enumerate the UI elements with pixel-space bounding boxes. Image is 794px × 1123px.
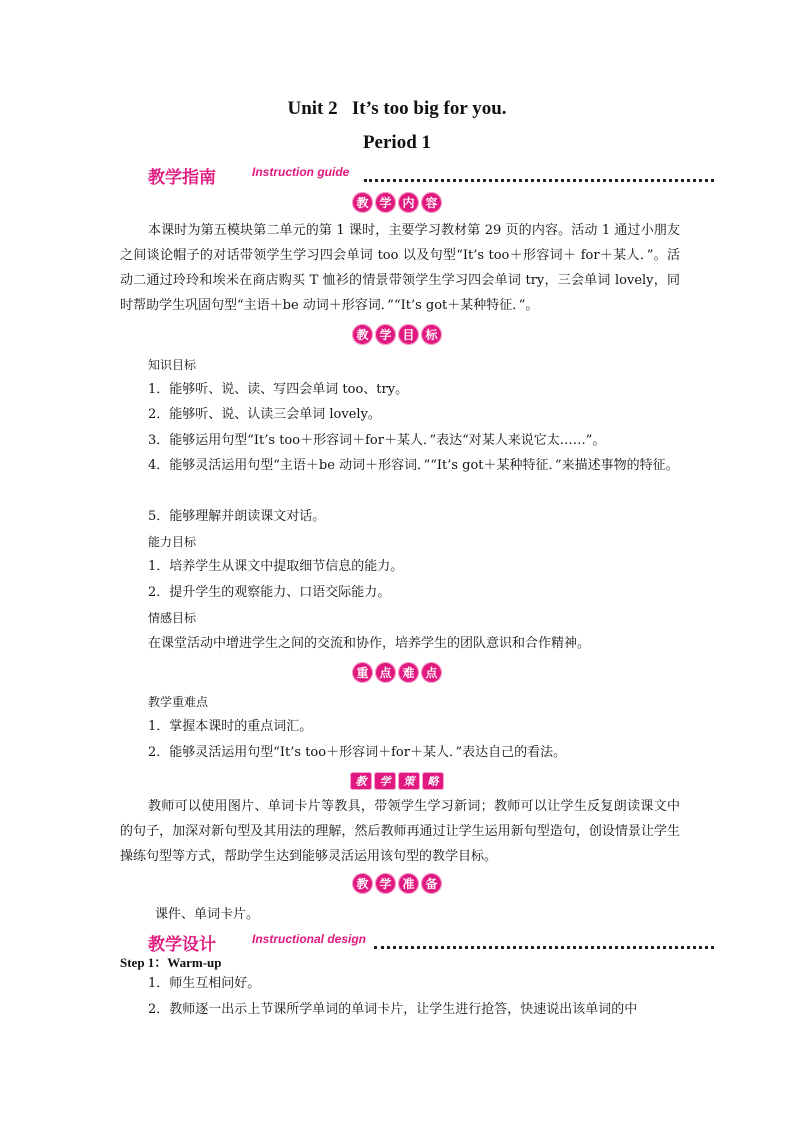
badge-char: 准 [398,873,419,894]
keypoints-item: 1．掌握本课时的重点词汇。 [148,719,313,734]
step1-label: Step 1：Warm-up [120,955,222,970]
badge-char: 重 [352,662,373,683]
badge-char: 教 [350,772,372,790]
badge-char: 教 [352,873,373,894]
badge-char: 教 [352,324,373,345]
badge-teaching-prep [0,873,794,895]
badge-char: 略 [422,772,444,790]
emotion-text: 在课堂活动中增进学生之间的交流和协作，培养学生的团队意识和合作精神。 [148,636,591,651]
unit-title: Unit 2 It’s too big for you. [287,98,507,119]
badge-char: 标 [421,324,442,345]
knowledge-label: 知识目标 [148,358,197,372]
guide-cn: 教学指南 [148,168,216,188]
badge-key-points [0,662,794,684]
instructional-design-header [148,930,714,956]
step1-item: 2．教师逐一出示上节课所学单词的单词卡片，让学生进行抢答，快速说出该单词的中 [148,1002,638,1017]
knowledge-item: 2．能够听、说、认读三会单词 lovely。 [148,407,381,422]
knowledge-item: 5．能够理解并朗读课文对话。 [148,509,326,524]
keypoints-item: 2．能够灵活运用句型“It’s too＋形容词＋for＋某人．”表达自己的看法。 [148,745,567,760]
instruction-guide-header [148,163,714,189]
design-cn: 教学设计 [148,935,216,955]
knowledge-item: 1．能够听、说、读、写四会单词 too、try。 [148,382,409,397]
ability-label: 能力目标 [148,535,197,549]
step1-item: 1．师生互相问好。 [148,976,261,991]
badge-char: 难 [398,662,419,683]
badge-char: 学 [374,772,396,790]
badge-teaching-goals [0,324,794,346]
badge-char: 点 [375,662,396,683]
emotion-label: 情感目标 [148,611,197,625]
badge-char: 点 [421,662,442,683]
badge-char: 容 [421,192,442,213]
badge-char: 教 [352,192,373,213]
badge-char: 目 [398,324,419,345]
badge-char: 学 [375,192,396,213]
ability-item: 1．培养学生从课文中提取细节信息的能力。 [148,559,404,574]
badge-char: 策 [398,772,420,790]
prep-text: 课件、单词卡片。 [155,907,260,922]
knowledge-item: 3．能够运用句型“It’s too＋形容词＋for＋某人．”表达“对某人来说它太……”。 [148,433,606,448]
keypoints-label: 教学重难点 [148,695,209,709]
dotted-divider [364,179,714,182]
period-title: Period 1 [362,132,432,153]
content-paragraph: 本课时为第五模块第二单元的第 1 课时，主要学习教材第 29 页的内容。活动 1 通过小朋友之间谈论帽子的对话带领学生学习四会单词 too 以及句型“It’s too＋形容词＋ for＋某人．”。活动二通过玲玲和埃米在商店购买 T 恤衫的情景带领学生学习四会单词 try，三会单词 lovely，同时帮助学生巩固句型“主语＋be 动词＋形容词．”“It’s got＋某种特征．”。 [120,223,680,313]
badge-char: 学 [375,324,396,345]
ability-item: 2．提升学生的观察能力、口语交际能力。 [148,585,391,600]
knowledge-item: 4．能够灵活运用句型“主语＋be 动词＋形容词．”“It’s got＋某种特征．”来描述事物的特征。 [148,458,679,473]
design-en: Instructional design [252,932,367,946]
guide-en: Instruction guide [252,165,350,179]
dotted-divider [374,946,714,949]
strategy-paragraph: 教师可以使用图片、单词卡片等教具，带领学生学习新词；教师可以让学生反复朗读课文中的句子，加深对新句型及其用法的理解，然后教师再通过让学生运用新句型造句，创设情景让学生操练句型等方式，帮助学生达到能够灵活运用该句型的教学目标。 [120,799,680,864]
badge-teaching-content [0,192,794,214]
badge-char: 备 [421,873,442,894]
badge-teaching-strategy [0,772,794,794]
badge-char: 内 [398,192,419,213]
badge-char: 学 [375,873,396,894]
